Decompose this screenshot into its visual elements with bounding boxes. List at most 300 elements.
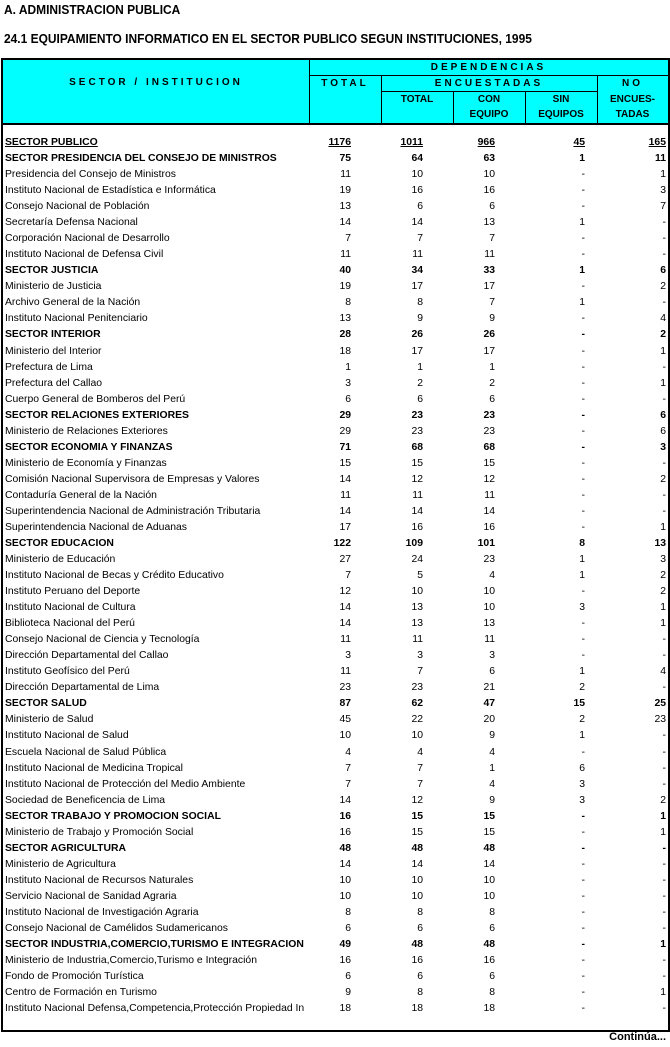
cell-value: - (662, 890, 666, 902)
cell-value: 966 (477, 137, 495, 148)
header-divider (381, 91, 597, 92)
cell-encuestadas-total (363, 279, 423, 295)
cell-value: 10 (411, 586, 423, 598)
cell-value: 11 (412, 489, 423, 501)
cell-encuestadas-total (363, 199, 423, 215)
institution-row (3, 472, 668, 488)
cell-sin-equipos (523, 712, 585, 728)
cell-value: - (662, 393, 666, 405)
row-label: SECTOR SALUD (5, 698, 87, 710)
cell-value: 11 (412, 634, 423, 646)
cell-no-encuestadas (606, 1001, 666, 1017)
cell-total (291, 937, 351, 953)
cell-sin-equipos (523, 424, 585, 440)
cell-value: 15 (483, 826, 495, 838)
cell-sin-equipos (523, 167, 585, 183)
cell-encuestadas-total (363, 584, 423, 600)
cell-con-equipo (435, 167, 495, 183)
cell-no-encuestadas (606, 311, 666, 327)
cell-encuestadas-total (363, 231, 423, 247)
cell-total (291, 761, 351, 777)
cell-value: 8 (345, 906, 351, 918)
institution-row (3, 873, 668, 889)
header-sin-equipos-line1: SIN (552, 94, 570, 105)
cell-value: 3 (579, 602, 585, 614)
row-label: Sociedad de Beneficencia de Lima (5, 794, 166, 806)
cell-value: - (662, 922, 666, 934)
cell-value: 109 (405, 538, 423, 549)
cell-encuestadas-total (363, 311, 423, 327)
cell-value: 11 (340, 666, 351, 678)
cell-sin-equipos (523, 392, 585, 408)
institution-row (3, 183, 668, 199)
cell-sin-equipos (523, 793, 585, 809)
cell-no-encuestadas (606, 825, 666, 841)
cell-no-encuestadas (606, 632, 666, 648)
cell-total (291, 825, 351, 841)
institution-row (3, 969, 668, 985)
row-label: Prefectura del Callao (5, 377, 103, 389)
cell-total (291, 664, 351, 680)
cell-value: - (581, 746, 585, 758)
cell-total (291, 809, 351, 825)
cell-no-encuestadas (606, 584, 666, 600)
cell-value: 6 (489, 666, 495, 678)
institution-row (3, 905, 668, 921)
cell-value: - (662, 682, 666, 694)
institution-row (3, 392, 668, 408)
cell-value: 23 (411, 682, 423, 694)
cell-value: - (581, 890, 585, 902)
row-label: SECTOR INDUSTRIA,COMERCIO,TURISMO E INTEGRACION (5, 939, 304, 950)
cell-value: 7 (489, 233, 495, 245)
cell-value: 68 (483, 441, 495, 453)
sector-row (3, 263, 668, 279)
cell-value: - (581, 329, 585, 341)
cell-no-encuestadas (606, 424, 666, 440)
cell-no-encuestadas (606, 616, 666, 632)
row-label: Ministerio del Interior (5, 345, 102, 357)
cell-value: 4 (660, 313, 666, 325)
cell-no-encuestadas (606, 279, 666, 295)
cell-con-equipo (435, 857, 495, 873)
cell-value: 7 (489, 297, 495, 309)
cell-value: - (662, 762, 666, 774)
cell-con-equipo (435, 1001, 495, 1017)
cell-value: 1011 (400, 137, 423, 148)
cell-value: 14 (339, 217, 351, 229)
cell-total (291, 488, 351, 504)
cell-no-encuestadas (606, 408, 666, 424)
cell-value: - (662, 297, 666, 309)
institution-row (3, 921, 668, 937)
cell-value: 7 (345, 233, 351, 245)
cell-value: 2 (660, 586, 666, 598)
sector-row (3, 841, 668, 857)
header-no-encuestadas-line2: ENCUES- (609, 94, 655, 105)
cell-value: 8 (417, 297, 423, 309)
cell-value: 1 (579, 153, 585, 165)
cell-value: 75 (339, 153, 351, 165)
cell-value: - (581, 971, 585, 983)
cell-encuestadas-total (363, 664, 423, 680)
cell-value: 6 (660, 265, 666, 277)
cell-value: 19 (339, 281, 351, 293)
cell-value: 3 (489, 650, 495, 662)
cell-value: 11 (340, 489, 351, 501)
cell-value: 14 (339, 794, 351, 806)
cell-con-equipo (435, 311, 495, 327)
cell-value: 18 (339, 345, 351, 357)
cell-sin-equipos (523, 552, 585, 568)
cell-value: 4 (345, 746, 351, 758)
cell-sin-equipos (523, 536, 585, 552)
cell-encuestadas-total (363, 889, 423, 905)
cell-value: 48 (483, 939, 495, 950)
cell-encuestadas-total (363, 953, 423, 969)
cell-sin-equipos (523, 616, 585, 632)
row-label: Prefectura de Lima (5, 361, 93, 373)
section-title: A. ADMINISTRACION PUBLICA (4, 2, 181, 17)
cell-value: 13 (411, 602, 423, 614)
cell-sin-equipos (523, 985, 585, 1001)
cell-value: 11 (412, 249, 423, 261)
cell-value: - (581, 313, 585, 325)
cell-sin-equipos (523, 648, 585, 664)
cell-value: - (581, 233, 585, 245)
cell-con-equipo (435, 295, 495, 311)
cell-value: 1 (345, 361, 351, 373)
cell-no-encuestadas (606, 937, 666, 953)
row-label: Servicio Nacional de Sanidad Agraria (5, 890, 177, 902)
cell-con-equipo (435, 809, 495, 825)
cell-value: 49 (339, 939, 351, 950)
cell-total (291, 985, 351, 1001)
sector-row (3, 151, 668, 167)
cell-sin-equipos (523, 696, 585, 712)
cell-sin-equipos (523, 1001, 585, 1017)
total-row (3, 135, 668, 151)
cell-sin-equipos (523, 344, 585, 360)
cell-value: 14 (411, 858, 423, 870)
cell-value: - (581, 409, 585, 421)
cell-value: 9 (489, 313, 495, 325)
cell-con-equipo (435, 231, 495, 247)
cell-value: 1 (660, 987, 666, 999)
cell-encuestadas-total (363, 761, 423, 777)
institution-row (3, 985, 668, 1001)
cell-encuestadas-total (363, 552, 423, 568)
cell-value: 1 (579, 730, 585, 742)
cell-con-equipo (435, 263, 495, 279)
row-label: Ministerio de Economía y Finanzas (5, 457, 167, 469)
cell-value: 165 (648, 137, 666, 148)
cell-encuestadas-total (363, 167, 423, 183)
cell-value: 14 (339, 473, 351, 485)
row-label: Dirección Departamental de Lima (5, 682, 160, 694)
cell-encuestadas-total (363, 969, 423, 985)
cell-total (291, 151, 351, 167)
cell-value: 6 (660, 409, 666, 421)
cell-value: - (581, 441, 585, 453)
cell-value: - (581, 650, 585, 662)
cell-value: 7 (417, 762, 423, 774)
cell-value: 4 (660, 666, 666, 678)
cell-value: 18 (411, 1003, 423, 1015)
cell-value: 7 (417, 233, 423, 245)
cell-value: 3 (660, 185, 666, 197)
cell-value: 14 (339, 505, 351, 517)
cell-total (291, 905, 351, 921)
cell-value: 14 (339, 858, 351, 870)
cell-value: 9 (489, 794, 495, 806)
cell-value: 1 (660, 810, 666, 822)
row-label: Comisión Nacional Supervisora de Empresas y Valores (5, 473, 260, 485)
cell-con-equipo (435, 552, 495, 568)
cell-value: 1 (660, 602, 666, 614)
cell-value: - (581, 826, 585, 838)
cell-encuestadas-total (363, 793, 423, 809)
cell-no-encuestadas (606, 536, 666, 552)
cell-encuestadas-total (363, 135, 423, 151)
cell-value: 16 (339, 826, 351, 838)
cell-value: - (581, 377, 585, 389)
cell-sin-equipos (523, 584, 585, 600)
row-label: Instituto Nacional de Protección del Medio Ambiente (5, 778, 246, 790)
cell-value: 68 (411, 441, 423, 453)
institution-row (3, 648, 668, 664)
institution-row (3, 761, 668, 777)
cell-no-encuestadas (606, 664, 666, 680)
cell-no-encuestadas (606, 392, 666, 408)
cell-con-equipo (435, 568, 495, 584)
cell-value: 6 (345, 393, 351, 405)
cell-encuestadas-total (363, 536, 423, 552)
cell-no-encuestadas (606, 761, 666, 777)
institution-row (3, 793, 668, 809)
cell-value: 13 (339, 201, 351, 213)
cell-con-equipo (435, 247, 495, 263)
cell-value: 10 (339, 730, 351, 742)
cell-con-equipo (435, 472, 495, 488)
cell-value: 2 (660, 570, 666, 582)
institution-row (3, 520, 668, 536)
cell-no-encuestadas (606, 295, 666, 311)
cell-encuestadas-total (363, 456, 423, 472)
cell-no-encuestadas (606, 953, 666, 969)
row-label: SECTOR JUSTICIA (5, 265, 99, 277)
cell-con-equipo (435, 841, 495, 857)
row-label: Centro de Formación en Turismo (5, 987, 157, 999)
cell-value: 2 (660, 794, 666, 806)
cell-value: 101 (477, 538, 495, 549)
cell-con-equipo (435, 761, 495, 777)
cell-no-encuestadas (606, 809, 666, 825)
cell-value: 23 (411, 425, 423, 437)
cell-value: 2 (579, 714, 585, 726)
cell-total (291, 793, 351, 809)
cell-value: 6 (489, 971, 495, 983)
cell-con-equipo (435, 777, 495, 793)
row-label: Ministerio de Justicia (5, 281, 102, 293)
cell-total (291, 584, 351, 600)
cell-encuestadas-total (363, 728, 423, 744)
cell-no-encuestadas (606, 793, 666, 809)
cell-value: 28 (339, 329, 351, 341)
cell-value: 2 (417, 377, 423, 389)
cell-con-equipo (435, 456, 495, 472)
institution-row (3, 376, 668, 392)
cell-encuestadas-total (363, 680, 423, 696)
cell-value: 9 (417, 313, 423, 325)
cell-total (291, 456, 351, 472)
row-label: Fondo de Promoción Turística (5, 971, 144, 983)
cell-sin-equipos (523, 728, 585, 744)
cell-sin-equipos (523, 135, 585, 151)
institution-row (3, 456, 668, 472)
cell-con-equipo (435, 937, 495, 953)
cell-value: - (662, 505, 666, 517)
cell-encuestadas-total (363, 344, 423, 360)
cell-value: 13 (411, 618, 423, 630)
cell-value: - (581, 842, 585, 854)
cell-sin-equipos (523, 456, 585, 472)
row-label: Ministerio de Educación (5, 554, 116, 566)
cell-value: 48 (411, 939, 423, 950)
cell-no-encuestadas (606, 969, 666, 985)
row-label: Ministerio de Trabajo y Promoción Social (5, 826, 194, 838)
cell-con-equipo (435, 488, 495, 504)
cell-value: 1 (660, 377, 666, 389)
cell-value: 16 (339, 810, 351, 822)
cell-value: 6 (579, 762, 585, 774)
cell-value: 13 (654, 538, 666, 549)
cell-value: 20 (483, 714, 495, 726)
cell-no-encuestadas (606, 696, 666, 712)
cell-value: 1 (660, 618, 666, 630)
cell-value: 4 (489, 778, 495, 790)
cell-value: 12 (339, 586, 351, 598)
cell-value: - (581, 281, 585, 293)
cell-value: 15 (483, 457, 495, 469)
cell-no-encuestadas (606, 199, 666, 215)
cell-value: 23 (339, 682, 351, 694)
row-label: Contaduría General de la Nación (5, 489, 157, 501)
cell-no-encuestadas (606, 520, 666, 536)
cell-value: 1 (660, 521, 666, 533)
cell-value: 6 (489, 393, 495, 405)
institution-row (3, 231, 668, 247)
cell-no-encuestadas (606, 905, 666, 921)
institution-row (3, 664, 668, 680)
cell-value: 7 (417, 778, 423, 790)
cell-encuestadas-total (363, 825, 423, 841)
cell-sin-equipos (523, 183, 585, 199)
institution-row (3, 552, 668, 568)
cell-total (291, 520, 351, 536)
cell-no-encuestadas (606, 472, 666, 488)
header-con-equipo-line2: EQUIPO (469, 109, 509, 120)
cell-value: 17 (411, 345, 423, 357)
cell-sin-equipos (523, 664, 585, 680)
cell-no-encuestadas (606, 263, 666, 279)
row-label: Consejo Nacional de Ciencia y Tecnología (5, 634, 200, 646)
row-label: Ministerio de Salud (5, 714, 94, 726)
cell-value: - (662, 361, 666, 373)
cell-value: - (581, 987, 585, 999)
cell-value: 3 (579, 778, 585, 790)
cell-con-equipo (435, 536, 495, 552)
cell-con-equipo (435, 728, 495, 744)
cell-value: 13 (483, 618, 495, 630)
cell-con-equipo (435, 424, 495, 440)
cell-value: - (662, 249, 666, 261)
cell-value: 11 (340, 634, 351, 646)
institution-row (3, 504, 668, 520)
row-label: Ministerio de Agricultura (5, 858, 116, 870)
cell-encuestadas-total (363, 985, 423, 1001)
cell-no-encuestadas (606, 857, 666, 873)
row-label: Consejo Nacional de Camélidos Sudamericanos (5, 922, 228, 934)
institution-row (3, 889, 668, 905)
cell-no-encuestadas (606, 841, 666, 857)
cell-value: 3 (345, 650, 351, 662)
cell-total (291, 344, 351, 360)
cell-value: 11 (655, 153, 666, 165)
cell-con-equipo (435, 873, 495, 889)
cell-value: 10 (339, 874, 351, 886)
cell-total (291, 552, 351, 568)
cell-value: 17 (339, 521, 351, 533)
institution-row (3, 745, 668, 761)
cell-value: 34 (411, 265, 423, 277)
cell-value: 1 (660, 939, 666, 950)
cell-value: - (581, 939, 585, 950)
cell-encuestadas-total (363, 841, 423, 857)
cell-value: 14 (411, 505, 423, 517)
institution-row (3, 680, 668, 696)
institution-row (3, 360, 668, 376)
cell-encuestadas-total (363, 488, 423, 504)
cell-total (291, 648, 351, 664)
cell-sin-equipos (523, 520, 585, 536)
row-label: Instituto Nacional de Salud (5, 730, 129, 742)
cell-value: 1 (660, 169, 666, 181)
cell-no-encuestadas (606, 712, 666, 728)
cell-sin-equipos (523, 761, 585, 777)
cell-con-equipo (435, 392, 495, 408)
institution-row (3, 825, 668, 841)
cell-value: 71 (339, 441, 351, 453)
cell-value: - (662, 233, 666, 245)
cell-value: - (662, 634, 666, 646)
cell-total (291, 632, 351, 648)
row-label: Archivo General de la Nación (5, 297, 141, 309)
cell-encuestadas-total (363, 295, 423, 311)
cell-value: 6 (345, 971, 351, 983)
cell-value: - (581, 858, 585, 870)
cell-value: - (581, 425, 585, 437)
cell-value: - (581, 906, 585, 918)
cell-sin-equipos (523, 921, 585, 937)
cell-con-equipo (435, 279, 495, 295)
cell-no-encuestadas (606, 648, 666, 664)
cell-encuestadas-total (363, 472, 423, 488)
cell-value: 8 (417, 987, 423, 999)
cell-value: 48 (483, 842, 495, 854)
cell-value: 4 (417, 746, 423, 758)
cell-value: 5 (417, 570, 423, 582)
